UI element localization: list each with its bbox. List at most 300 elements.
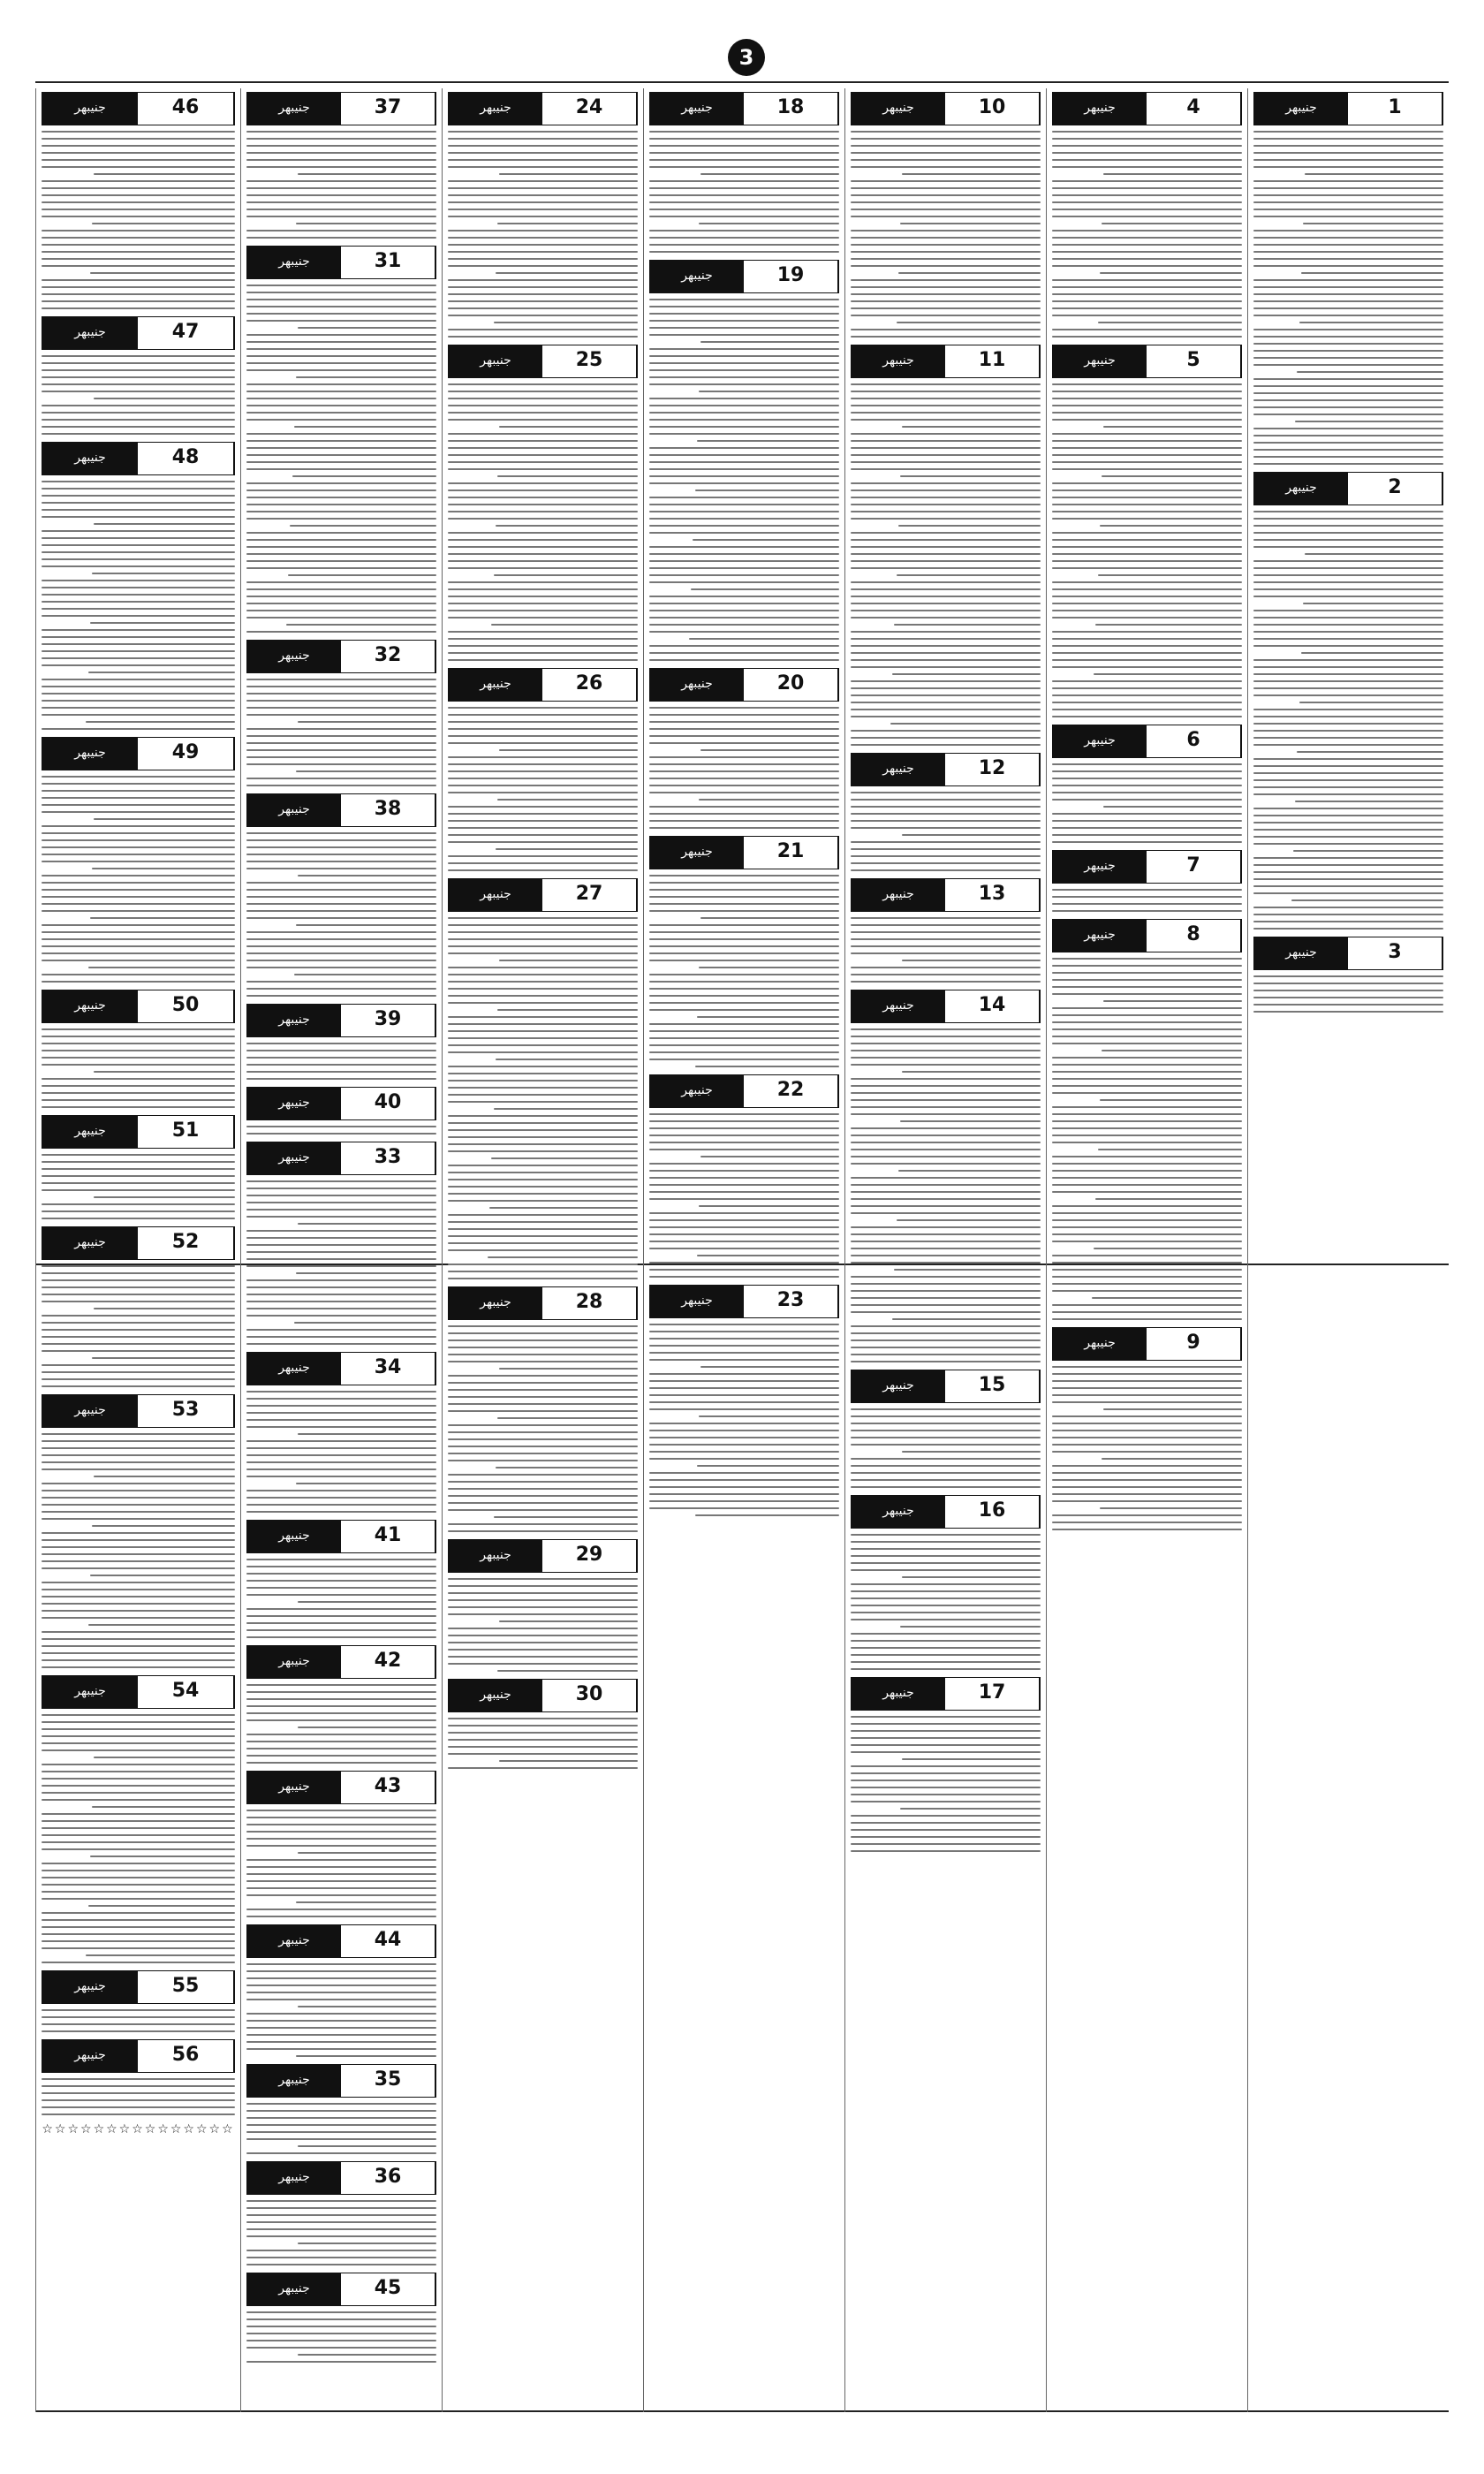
text-line <box>649 187 839 189</box>
text-line <box>246 383 436 385</box>
text-line <box>448 1732 638 1734</box>
news-article <box>1052 919 1242 1320</box>
text-line <box>1052 763 1242 765</box>
text-line <box>448 1271 638 1272</box>
text-line <box>246 1251 436 1253</box>
text-line <box>42 1813 235 1815</box>
text-line <box>649 1472 839 1474</box>
text-line <box>42 1891 235 1893</box>
text-line <box>1253 680 1443 682</box>
text-line <box>1052 315 1242 316</box>
text-line <box>649 1458 839 1460</box>
text-line <box>1052 603 1242 604</box>
text-line <box>298 721 436 723</box>
text-line <box>1052 1373 1242 1375</box>
text-line <box>649 567 839 569</box>
text-line <box>649 546 839 548</box>
text-line <box>90 1856 235 1857</box>
text-line <box>649 813 839 815</box>
text-line <box>1253 716 1443 717</box>
text-line <box>86 721 235 723</box>
text-line <box>1052 419 1242 421</box>
text-line <box>246 1985 436 1986</box>
text-line <box>246 742 436 744</box>
text-line <box>1052 1437 1242 1438</box>
text-line <box>42 230 235 231</box>
text-line <box>649 770 839 772</box>
news-article <box>246 640 436 786</box>
article-label: جنیبھر <box>449 1287 542 1319</box>
text-line <box>94 1757 235 1758</box>
article-header <box>1253 472 1443 505</box>
text-line <box>700 341 839 343</box>
text-line <box>851 1036 1041 1037</box>
text-line <box>42 693 235 694</box>
news-article <box>851 92 1041 338</box>
text-line <box>42 2114 235 2115</box>
text-line <box>649 624 839 626</box>
text-line <box>649 617 839 618</box>
text-line <box>851 1191 1041 1193</box>
text-line <box>448 1073 638 1074</box>
text-line <box>448 1592 638 1594</box>
text-line <box>1253 815 1443 816</box>
text-line <box>42 1064 235 1066</box>
text-line <box>42 1666 235 1668</box>
article-label: جنیبھر <box>247 1521 341 1552</box>
text-line <box>1052 265 1242 267</box>
text-line <box>246 896 436 898</box>
text-line <box>649 1276 839 1278</box>
text-line <box>246 489 436 491</box>
text-line <box>649 1352 839 1354</box>
article-body <box>448 707 638 871</box>
text-line <box>246 313 436 315</box>
text-line <box>1103 1000 1242 1002</box>
text-line <box>1253 921 1443 922</box>
text-line <box>898 1170 1041 1172</box>
article-header <box>1253 92 1443 125</box>
text-line <box>246 1873 436 1875</box>
news-article <box>851 753 1041 871</box>
article-header <box>1052 92 1242 125</box>
text-line <box>42 1645 235 1647</box>
text-line <box>42 279 235 281</box>
text-line <box>42 804 235 806</box>
text-line <box>448 855 638 857</box>
text-line <box>286 624 436 626</box>
text-line <box>695 1066 839 1067</box>
text-line <box>448 917 638 919</box>
text-line <box>42 1329 235 1331</box>
text-line <box>296 376 436 378</box>
text-line <box>851 1028 1041 1030</box>
text-line <box>42 502 235 504</box>
text-line <box>851 1772 1041 1774</box>
text-line <box>298 1852 436 1854</box>
text-line <box>448 286 638 288</box>
text-line <box>246 1209 436 1210</box>
text-line <box>246 917 436 919</box>
text-line <box>42 265 235 267</box>
text-line <box>851 1548 1041 1550</box>
article-number: 31 <box>341 247 435 278</box>
text-line <box>1094 1248 1242 1249</box>
article-body <box>42 2009 235 2032</box>
article-number: 32 <box>341 641 435 672</box>
text-line <box>42 1884 235 1886</box>
text-line <box>649 1338 839 1339</box>
news-article <box>448 668 638 871</box>
text-line <box>1052 716 1242 717</box>
text-line <box>700 749 839 751</box>
text-line <box>42 1218 235 1219</box>
text-line <box>448 180 638 182</box>
text-line <box>649 216 839 217</box>
text-line <box>902 426 1041 428</box>
text-line <box>448 482 638 484</box>
text-line <box>42 1728 235 1730</box>
text-line <box>448 433 638 435</box>
text-line <box>448 862 638 864</box>
text-line <box>851 631 1041 633</box>
text-line <box>246 1419 436 1421</box>
article-header <box>246 640 436 673</box>
article-body <box>246 1180 436 1345</box>
text-line <box>1052 230 1242 231</box>
text-line <box>851 981 1041 983</box>
text-line <box>42 258 235 260</box>
text-line <box>42 952 235 954</box>
text-line <box>1052 567 1242 569</box>
text-line <box>1052 511 1242 512</box>
text-line <box>246 1831 436 1833</box>
article-header <box>649 836 839 869</box>
text-line <box>649 447 839 449</box>
article-header <box>42 316 235 350</box>
text-line <box>1052 1078 1242 1080</box>
text-line <box>42 201 235 203</box>
news-article <box>246 1520 436 1638</box>
text-line <box>246 299 436 300</box>
text-line <box>1052 1401 1242 1403</box>
article-label: جنیبھر <box>42 1227 138 1259</box>
text-line <box>851 1479 1041 1481</box>
article-body <box>448 1578 638 1672</box>
article-label: جنیبھر <box>42 1116 138 1148</box>
text-line <box>1102 223 1242 224</box>
text-line <box>42 1511 235 1513</box>
text-line <box>1052 1514 1242 1516</box>
text-line <box>448 145 638 147</box>
text-line <box>1052 1156 1242 1157</box>
text-line <box>94 818 235 820</box>
text-line <box>42 797 235 799</box>
text-line <box>851 567 1041 569</box>
text-line <box>851 1347 1041 1348</box>
text-line <box>649 1037 839 1039</box>
text-line <box>649 461 839 463</box>
text-line <box>246 1719 436 1721</box>
text-line <box>1052 300 1242 302</box>
text-line <box>1253 511 1443 512</box>
text-line <box>448 924 638 926</box>
text-line <box>448 504 638 505</box>
text-line <box>1253 329 1443 330</box>
text-line <box>448 1150 638 1152</box>
text-line <box>246 1838 436 1840</box>
text-line <box>1052 1529 1242 1530</box>
text-line <box>649 383 839 385</box>
text-line <box>649 327 839 329</box>
text-line <box>246 405 436 406</box>
text-line <box>42 945 235 947</box>
text-line <box>851 1325 1041 1327</box>
text-line <box>448 735 638 737</box>
text-line <box>1052 454 1242 456</box>
text-line <box>42 488 235 489</box>
text-line <box>448 1200 638 1202</box>
text-line <box>246 138 436 140</box>
text-line <box>42 2078 235 2080</box>
text-line <box>649 475 839 477</box>
article-body <box>851 1534 1041 1670</box>
text-line <box>246 1315 436 1317</box>
text-line <box>246 145 436 147</box>
text-line <box>42 728 235 730</box>
text-line <box>649 1023 839 1025</box>
text-line <box>1052 383 1242 385</box>
text-line <box>497 223 638 224</box>
text-line <box>42 601 235 603</box>
text-line <box>448 398 638 399</box>
text-line <box>851 1113 1041 1115</box>
text-line <box>1253 843 1443 845</box>
article-body <box>1052 889 1242 912</box>
text-line <box>42 1596 235 1597</box>
text-line <box>1253 152 1443 154</box>
text-line <box>42 1749 235 1751</box>
article-label: جنیبھر <box>247 2273 341 2305</box>
text-line <box>448 1080 638 1081</box>
text-line <box>900 1120 1041 1122</box>
text-line <box>489 1207 638 1209</box>
text-line <box>851 820 1041 822</box>
text-line <box>448 1613 638 1615</box>
text-line <box>851 1612 1041 1613</box>
text-line <box>700 173 839 175</box>
text-line <box>649 1170 839 1172</box>
article-number: 29 <box>542 1540 637 1572</box>
text-line <box>246 1977 436 1979</box>
text-line <box>1052 588 1242 590</box>
text-line <box>1052 1233 1242 1235</box>
text-line <box>448 244 638 246</box>
text-line <box>42 931 235 933</box>
text-line <box>1103 426 1242 428</box>
text-line <box>448 560 638 562</box>
text-line <box>42 1371 235 1373</box>
text-line <box>246 1043 436 1044</box>
text-line <box>851 1787 1041 1788</box>
article-label: جنیبھر <box>1053 1328 1147 1360</box>
text-line <box>246 2013 436 2015</box>
text-line <box>1253 892 1443 894</box>
text-line <box>1052 398 1242 399</box>
text-line <box>1052 896 1242 898</box>
text-line <box>902 1451 1041 1453</box>
text-line <box>292 475 436 477</box>
article-number: 3 <box>1348 937 1442 969</box>
text-line <box>448 588 638 590</box>
text-line <box>851 497 1041 498</box>
text-line <box>649 882 839 884</box>
text-line <box>1052 1219 1242 1221</box>
text-line <box>448 391 638 392</box>
text-line <box>448 707 638 709</box>
text-line <box>851 1241 1041 1242</box>
text-line <box>1253 928 1443 930</box>
article-number: 30 <box>542 1680 637 1711</box>
text-line <box>448 293 638 295</box>
text-line <box>42 1940 235 1942</box>
text-line <box>649 742 839 744</box>
text-line <box>649 603 839 604</box>
text-line <box>94 1308 235 1309</box>
text-line <box>42 924 235 926</box>
text-line <box>1052 1423 1242 1424</box>
text-line <box>851 1099 1041 1101</box>
text-line <box>1253 871 1443 873</box>
text-line <box>649 721 839 723</box>
text-line <box>42 1532 235 1534</box>
text-line <box>42 636 235 638</box>
text-line <box>1253 878 1443 880</box>
text-line <box>1052 993 1242 995</box>
article-number: 36 <box>341 2162 435 2194</box>
article-label: جنیبھر <box>449 1540 542 1572</box>
text-line <box>1253 343 1443 345</box>
text-line <box>246 1810 436 1811</box>
text-line <box>491 1157 638 1159</box>
text-line <box>246 1684 436 1686</box>
text-line <box>1052 785 1242 786</box>
text-line <box>1253 864 1443 866</box>
text-line <box>448 1347 638 1348</box>
text-line <box>246 1615 436 1617</box>
text-line <box>246 981 436 983</box>
text-line <box>448 461 638 463</box>
text-line <box>246 1580 436 1582</box>
text-line <box>851 251 1041 253</box>
text-line <box>649 152 839 154</box>
text-line <box>851 391 1041 392</box>
text-line <box>42 145 235 147</box>
text-line <box>1052 1262 1242 1264</box>
text-line <box>700 917 839 919</box>
article-body <box>246 679 436 786</box>
text-line <box>1052 1451 1242 1453</box>
text-line <box>1052 694 1242 696</box>
article-label: جنیبھر <box>247 1142 341 1174</box>
text-line <box>649 1387 839 1389</box>
text-line <box>496 1059 638 1060</box>
text-line <box>448 1242 638 1244</box>
text-line <box>851 1794 1041 1795</box>
text-line <box>246 2110 436 2112</box>
article-label: جنیبھر <box>852 754 945 785</box>
text-line <box>42 1764 235 1765</box>
text-line <box>1295 801 1443 802</box>
text-line <box>1052 702 1242 703</box>
text-line <box>1052 1394 1242 1396</box>
text-line <box>851 1430 1041 1431</box>
text-line <box>246 1824 436 1825</box>
text-line <box>851 468 1041 470</box>
text-line <box>1052 1142 1242 1143</box>
text-line <box>448 412 638 414</box>
text-line <box>649 504 839 505</box>
text-line <box>649 952 839 954</box>
text-line <box>851 730 1041 732</box>
text-line <box>42 643 235 645</box>
text-line <box>246 1698 436 1700</box>
article-header <box>1052 919 1242 952</box>
text-line <box>649 735 839 737</box>
text-line <box>246 518 436 520</box>
text-line <box>42 1553 235 1555</box>
text-line <box>649 511 839 512</box>
text-line <box>851 1472 1041 1474</box>
article-header <box>649 1285 839 1318</box>
article-number: 4 <box>1147 93 1241 125</box>
text-line <box>1253 772 1443 774</box>
text-line <box>42 1827 235 1829</box>
text-line <box>851 827 1041 829</box>
text-line <box>1100 1507 1242 1509</box>
text-line <box>649 756 839 758</box>
text-line <box>851 638 1041 640</box>
article-body <box>649 131 839 253</box>
article-body <box>851 917 1041 983</box>
text-line <box>246 1490 436 1491</box>
article-label: جنیبھر <box>247 1646 341 1678</box>
news-article <box>851 878 1041 983</box>
article-number: 24 <box>542 93 637 125</box>
text-line <box>851 1437 1041 1438</box>
text-line <box>851 862 1041 864</box>
text-line <box>42 2099 235 2101</box>
text-line <box>246 553 436 555</box>
text-line <box>448 1129 638 1131</box>
text-line <box>42 1834 235 1836</box>
text-line <box>42 875 235 877</box>
text-line <box>1052 1500 1242 1502</box>
text-line <box>1253 145 1443 147</box>
article-number: 5 <box>1147 345 1241 377</box>
text-line <box>1253 885 1443 887</box>
text-line <box>851 666 1041 668</box>
article-label: جنیبھر <box>852 990 945 1022</box>
text-line <box>42 981 235 983</box>
text-line <box>42 565 235 567</box>
text-line <box>42 194 235 196</box>
text-line <box>448 419 638 421</box>
text-line <box>851 1619 1041 1620</box>
article-body <box>42 355 235 435</box>
text-line <box>851 694 1041 696</box>
text-line <box>246 1057 436 1059</box>
